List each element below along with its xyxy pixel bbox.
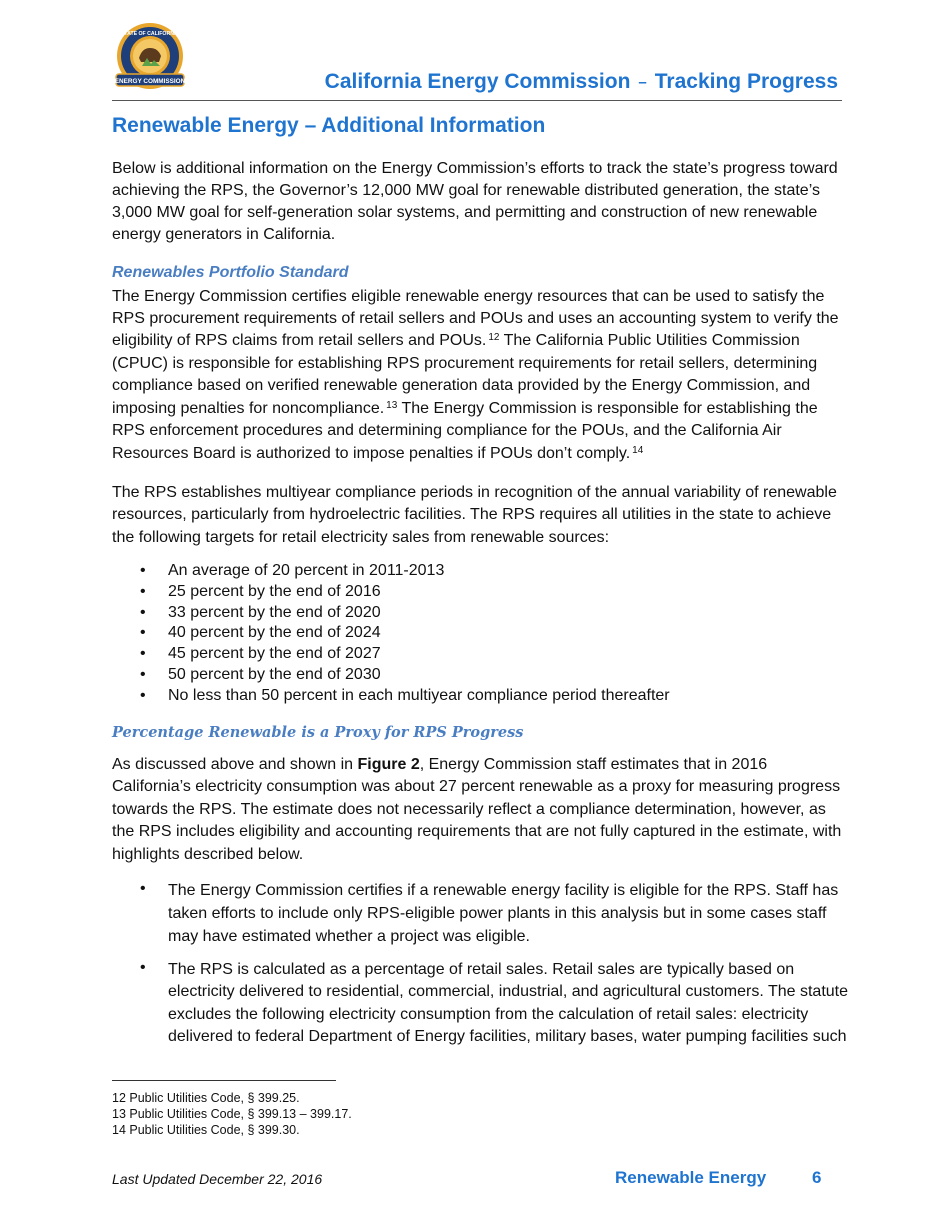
rps-p1-text: The Energy Commission is responsible for establishing the: [397, 400, 818, 417]
footnote-14: 14 Public Utilities Code, § 399.30.: [112, 1123, 300, 1137]
footnote-ref-12[interactable]: 12: [488, 332, 500, 343]
rps-p1-text: imposing penalties for noncompliance.: [112, 400, 385, 417]
intro-line: 3,000 MW goal for self-generation solar systems, and permitting and construction of new renewable: [112, 204, 818, 221]
last-updated: Last Updated December 22, 2016: [112, 1171, 323, 1187]
proxy-p1-line: California’s electricity consumption was about 27 percent renewable as a proxy for measuring progress: [112, 778, 841, 795]
list-item: • 50 percent by the end of 2030: [112, 665, 670, 686]
list-item: • No less than 50 percent in each multiyear compliance period thereafter: [112, 686, 670, 707]
list-item: • 40 percent by the end of 2024: [112, 623, 670, 644]
footnote-divider: [112, 1080, 336, 1081]
proxy-bullet2-line: The RPS is calculated as a percentage of retail sales. Retail sales are typically based on: [168, 961, 795, 978]
proxy-p1-text: , Energy Commission staff estimates that in 2016: [419, 756, 768, 773]
rps-p1-text: The California Public Utilities Commission: [499, 332, 800, 349]
header-section: Tracking Progress: [654, 70, 838, 93]
proxy-bullet1-line: may have estimated whether a project was eligible.: [168, 928, 530, 945]
footnote-13: 13 Public Utilities Code, § 399.13 – 399.17.: [112, 1107, 352, 1121]
rps-p1-line: compliance based on verified renewable generation data provided by the Energy Commission, and: [112, 377, 811, 394]
header-title: [325, 70, 838, 94]
rps-p2-line: The RPS establishes multiyear compliance periods in recognition of the annual variability of renewable: [112, 484, 837, 501]
rps-p1-line: RPS enforcement procedures and determining compliance for the POUs, and the California Air: [112, 422, 782, 439]
footnote-ref-13[interactable]: 13: [386, 400, 398, 411]
proxy-bullet2-line: excludes the following electricity consumption from the calculation of retail sales: electricity: [168, 1006, 809, 1023]
rps-p1-line: The Energy Commission certifies eligible renewable energy resources that can be used to satisfy the: [112, 288, 825, 305]
rps-heading: Renewables Portfolio Standard: [112, 264, 349, 281]
rps-p1-line: [112, 398, 818, 420]
rps-p2-line: resources, particularly from hydroelectric facilities. The RPS requires all utilities in the state to achieve: [112, 506, 832, 523]
list-item: • 33 percent by the end of 2020: [112, 603, 670, 624]
intro-line: energy generators in California.: [112, 226, 336, 243]
page-title: Renewable Energy – Additional Information: [112, 114, 546, 137]
svg-text:STATE OF CALIFORNIA: STATE OF CALIFORNIA: [120, 31, 180, 37]
proxy-p1-line: highlights described below.: [112, 846, 304, 863]
proxy-p1-line: towards the RPS. The estimate does not necessarily reflect a compliance determination, however, as: [112, 801, 826, 818]
proxy-bullet1-line: taken efforts to include only RPS-eligible power plants in this analysis but in some cases staff: [168, 905, 827, 922]
proxy-heading: Percentage Renewable is a Proxy for RPS Progress: [112, 724, 524, 741]
proxy-p1-text: As discussed above and shown in: [112, 756, 358, 773]
intro-line: achieving the RPS, the Governor’s 12,000 MW goal for renewable distributed generation, the state’s: [112, 182, 820, 199]
header-divider: [112, 100, 842, 101]
energy-commission-logo: [110, 22, 190, 94]
bullet-icon: •: [140, 959, 146, 976]
header-separator: –: [638, 74, 647, 91]
rps-p1-line: (CPUC) is responsible for establishing RPS procurement requirements for retail sellers, determining: [112, 355, 818, 372]
rps-p1-line: [112, 330, 800, 352]
footnote-ref-14[interactable]: 14: [632, 445, 644, 456]
bullet-icon: •: [140, 880, 146, 897]
proxy-p1-line: the RPS includes eligibility and accounting requirements that are not fully captured in the estimate, with: [112, 823, 842, 840]
header-org: California Energy Commission: [324, 70, 631, 93]
page-number: 6: [812, 1168, 822, 1187]
list-item: • An average of 20 percent in 2011-2013: [112, 561, 670, 582]
footnote-12: 12 Public Utilities Code, § 399.25.: [112, 1091, 300, 1105]
figure-2-reference: Figure 2: [357, 756, 420, 773]
footer-section-title: Renewable Energy: [615, 1168, 767, 1187]
rps-p1-text: Resources Board is authorized to impose penalties if POUs don’t comply.: [112, 445, 631, 462]
list-item: • 45 percent by the end of 2027: [112, 644, 670, 665]
proxy-bullet1-line: The Energy Commission certifies if a renewable energy facility is eligible for the RPS. Staff has: [168, 882, 839, 899]
proxy-p1-line: [112, 754, 767, 776]
rps-p1-text: eligibility of RPS claims from retail sellers and POUs.: [112, 332, 487, 349]
proxy-bullet2-line: delivered to federal Department of Energy facilities, military bases, water pumping facilities such: [168, 1028, 847, 1045]
rps-p1-line: RPS procurement requirements of retail sellers and POUs and uses an accounting system to verify the: [112, 310, 839, 327]
rps-p1-line: [112, 443, 643, 465]
rps-p2-line: the following targets for retail electricity sales from renewable sources:: [112, 529, 610, 546]
svg-text:ENERGY COMMISSION: ENERGY COMMISSION: [114, 78, 186, 85]
proxy-bullet2-line: electricity delivered to residential, commercial, industrial, and agricultural customers. The statute: [168, 983, 848, 1000]
list-item: • 25 percent by the end of 2016: [112, 582, 670, 603]
rps-targets-list: [112, 561, 670, 707]
seal-icon: [110, 22, 190, 94]
intro-line: Below is additional information on the Energy Commission’s efforts to track the state’s progress toward: [112, 160, 838, 177]
